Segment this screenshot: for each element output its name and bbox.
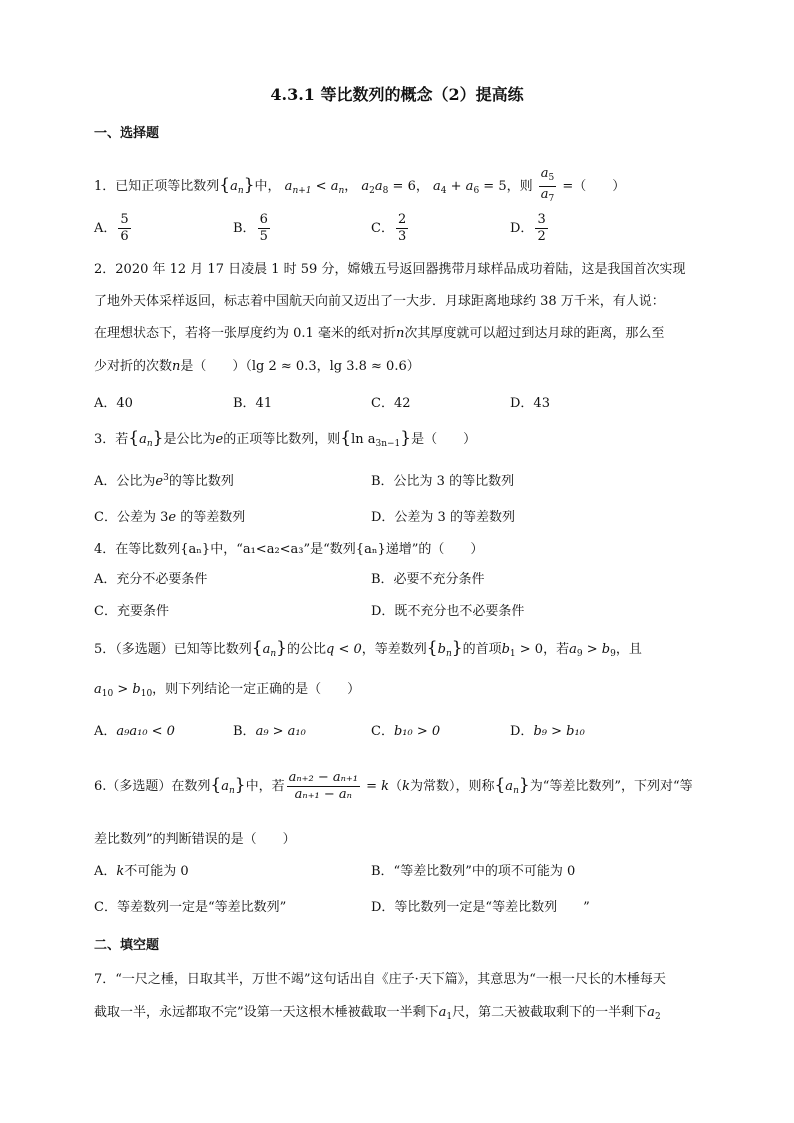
q5-option-d[interactable]: D．b₉ > b₁₀ [510, 724, 585, 739]
q4-option-b[interactable]: B．必要不充分条件 [371, 572, 485, 587]
question-2-line-1: 2．2020 年 12 月 17 日凌晨 1 时 59 分，嫦娥五号返回器携带月球样品成功着陆，这是我国首次实现 [94, 262, 686, 277]
q5-option-b[interactable]: B．a₉ > a₁₀ [233, 724, 306, 739]
q1-option-c[interactable]: C． $\frac{2}{3}$ [371, 212, 407, 244]
question-3: 3．若$\{a_n\}$是公比为e的正项等比数列，则{ln $a_{3n-1}$}是（ ） [94, 428, 477, 449]
question-5-line-1: 5．（多选题）已知等比数列$\{a_n\}$的公比q < 0，等差数列$\{b_n\}$的首项$b_1 > 0$，若$a_9 > b_9$，且 [94, 638, 642, 659]
question-7-line-1: 7．“一尺之棰，日取其半，万世不竭”这句话出自《庄子·天下篇》，其意思为“一根一尺长的木棰每天 [94, 972, 666, 987]
question-5-line-2: $a_{10} > b_{10}$，则下列结论一定正确的是（ ） [94, 682, 361, 699]
question-2-line-2: 了地外天体采样返回，标志着中国航天向前又迈出了一大步．月球距离地球约 38 万千米，有人说： [94, 294, 665, 309]
q6-option-a[interactable]: A．k不可能为 0 [94, 864, 189, 879]
q6-option-d[interactable]: D．等比数列一定是“等差比数列 ” [371, 900, 590, 915]
q3-option-d[interactable]: D．公差为 3 的等差数列 [371, 510, 515, 525]
q6-option-c[interactable]: C．等差数列一定是“等差比数列” [94, 900, 287, 915]
q2-option-c[interactable]: C．42 [371, 396, 411, 411]
q4-option-c[interactable]: C．充要条件 [94, 604, 169, 619]
q3-option-a[interactable]: A．公比为$e^3$的等比数列 [94, 473, 234, 489]
question-7-line-2: 截取一半，永远都取不完”设第一天这根木棰被截取一半剩下$a_1$尺，第二天被截取剩下的一半剩下$a_2$ [94, 1005, 661, 1022]
question-6-line-2: 差比数列”的判断错误的是（ ） [94, 832, 296, 847]
q4-option-a[interactable]: A．充分不必要条件 [94, 572, 208, 587]
q5-option-c[interactable]: C．b₁₀ > 0 [371, 724, 441, 739]
section-heading-choice: 一、选择题 [94, 126, 160, 141]
q2-option-d[interactable]: D．43 [510, 396, 550, 411]
page-title: 4.3.1 等比数列的概念（2）提高练 [270, 85, 524, 104]
question-2-line-3: 在理想状态下，若将一张厚度约为 0.1 毫米的纸对折n次其厚度就可以超过到达月球的距离，那么至 [94, 326, 665, 341]
q6-ratio-fraction: $\frac{\text{aₙ₊₂ − aₙ₊₁}}{\text{aₙ₊₁ − aₙ}}$ [288, 770, 358, 802]
question-2-line-4: 少对折的次数n是（ ）（lg 2 ≈ 0.3，lg 3.8 ≈ 0.6） [94, 359, 420, 374]
q6-option-b[interactable]: B．“等差比数列”中的项不可能为 0 [371, 864, 576, 879]
q1-option-d[interactable]: D． $\frac{3}{2}$ [510, 212, 546, 244]
q3-option-c[interactable]: C．公差为 3e 的等差数列 [94, 510, 246, 525]
q1-ratio-fraction: $\frac{a_5}{a_7}$ [540, 166, 555, 204]
q5-option-a[interactable]: A．a₉a₁₀ < 0 [94, 724, 175, 739]
q2-option-b[interactable]: B．41 [233, 396, 273, 411]
question-4: 4．在等比数列{aₙ}中，“a₁<a₂<a₃”是“数列{aₙ}递增”的（ ） [94, 542, 484, 557]
q2-option-a[interactable]: A．40 [94, 396, 133, 411]
q1-option-a[interactable]: A． $\frac{5}{6}$ [94, 212, 129, 244]
q3-option-b[interactable]: B．公比为 3 的等比数列 [371, 474, 515, 489]
section-heading-fill: 二、填空题 [94, 938, 160, 953]
question-1: 1．已知正项等比数列$\{a_n\}$中， $a_{n+1} < a_n$， $a_2a_8 = 6$， $a_4 + a_6 = 5$，则 $\frac{a_5}{a_7}$ =（ ） [94, 166, 625, 207]
q4-option-d[interactable]: D．既不充分也不必要条件 [371, 604, 525, 619]
q1-option-b[interactable]: B． $\frac{6}{5}$ [233, 212, 268, 244]
question-6-line-1: 6.（多选题）在数列$\{a_n\}$中，若 $\frac{\text{aₙ₊₂ − aₙ₊₁}}{\text{aₙ₊₁ − aₙ}}$ = k（k为常数），则称$\{a_n\}$为“等差比数列”，下列对“等 [94, 770, 693, 802]
